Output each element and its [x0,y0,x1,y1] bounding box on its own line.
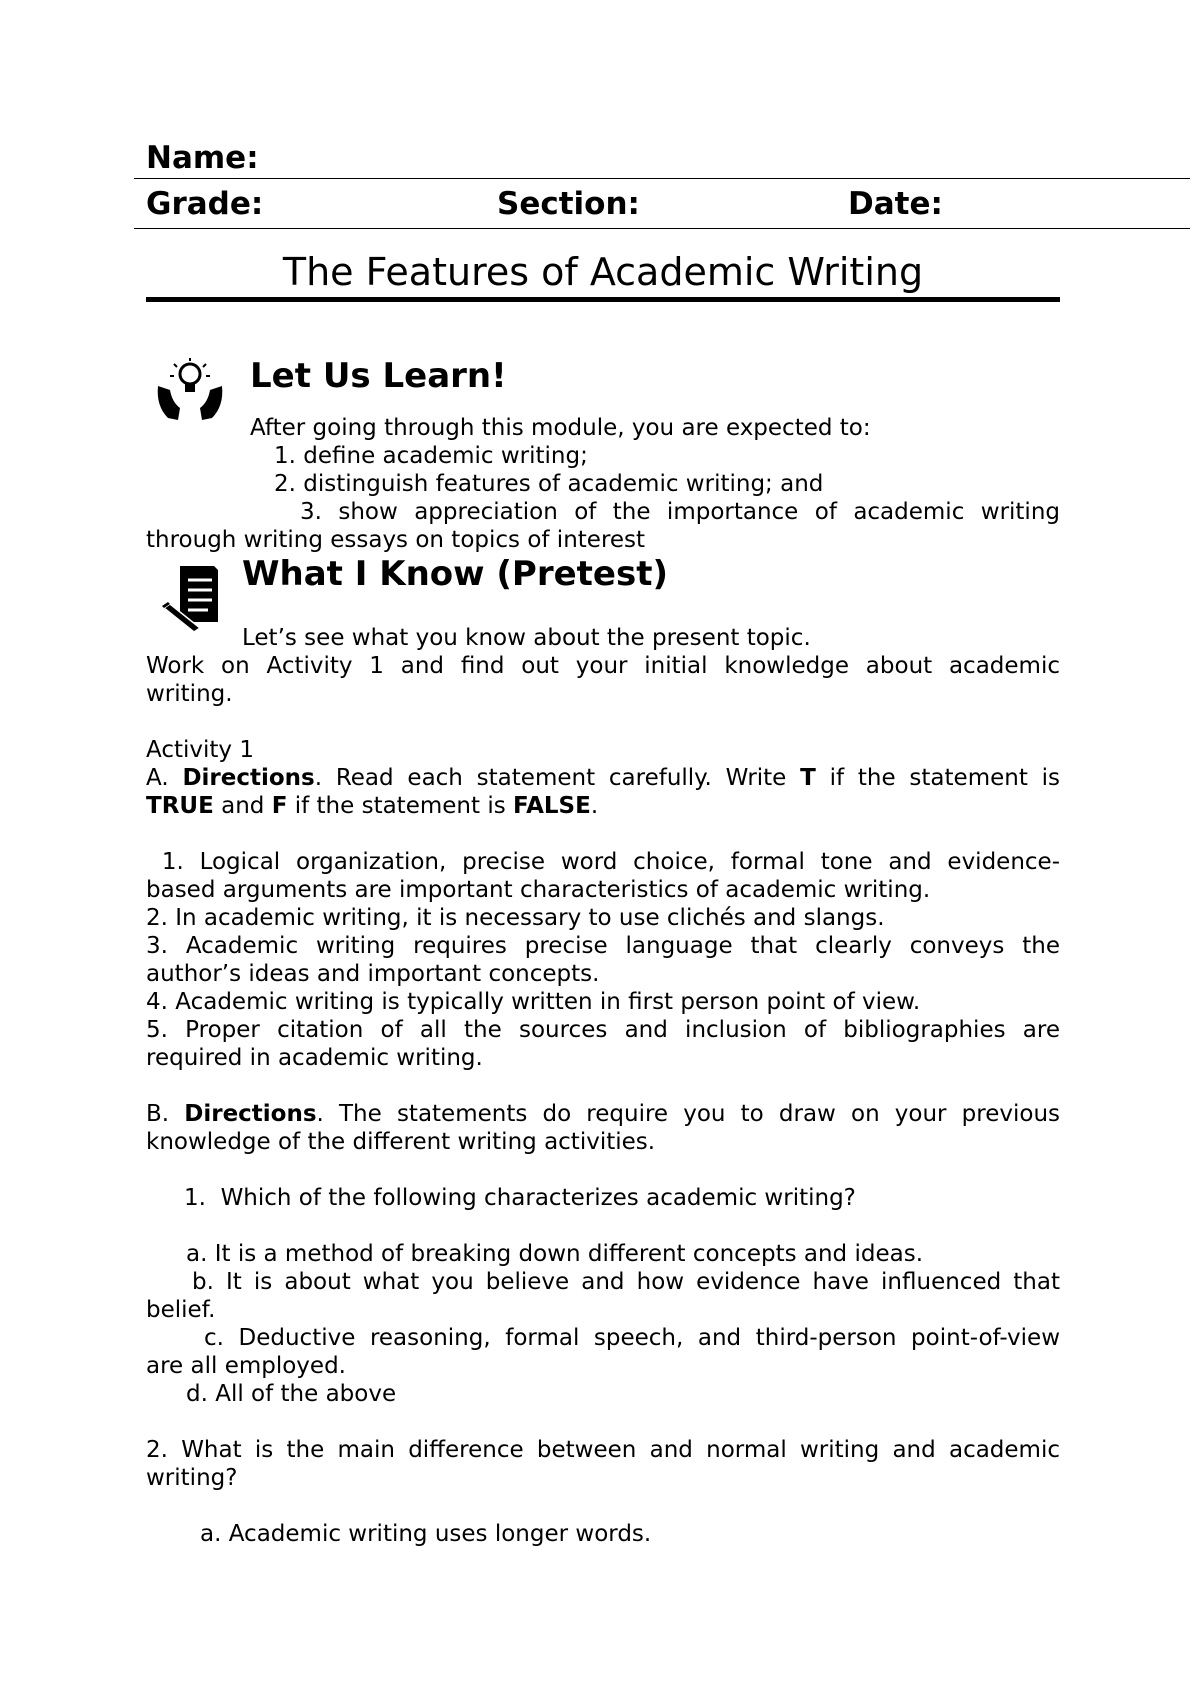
objective-3-cont: through writing essays on topics of interest [146,527,646,553]
learn-intro: After going through this module, you are expected to: [250,415,871,441]
question-2-line2: writing? [146,1465,238,1491]
statement-5-line2: required in academic writing. [146,1045,483,1071]
q1-choice-d: d. All of the above [186,1381,397,1407]
date-label: Date: [848,186,943,222]
know-heading: What I Know (Pretest) [242,554,669,594]
statement-3-line2: author’s ideas and important concepts. [146,961,600,987]
section-label: Section: [497,186,640,222]
name-label: Name: [146,140,259,176]
activity-title: Activity 1 [146,737,254,763]
directions-a-line2: TRUE and F if the statement is FALSE. [146,793,599,819]
grade-underline [134,228,1190,229]
know-work-line2: writing. [146,681,233,707]
document-pen-icon [160,564,222,634]
directions-a-line1: A. Directions. Read each statement carefully. Write T if the statement is [146,765,1061,791]
statement-1-line1: 1. Logical organization, precise word choice, formal tone and evidence- [146,849,1060,875]
q1-choice-b-line1: b. It is about what you believe and how evidence have influenced that [192,1269,1060,1295]
statement-4: 4. Academic writing is typically written in first person point of view. [146,989,921,1015]
know-work-line1: Work on Activity 1 and find out your initial knowledge about academic [146,653,1060,679]
learn-heading: Let Us Learn! [250,356,507,396]
q2-choice-a: a. Academic writing uses longer words. [200,1521,652,1547]
page-title: The Features of Academic Writing [282,250,924,294]
statement-5-line1: 5. Proper citation of all the sources and inclusion of bibliographies are [146,1017,1060,1043]
q1-choice-b-line2: belief. [146,1297,216,1323]
directions-b-line1: B. Directions. The statements do require you to draw on your previous [146,1101,1061,1127]
question-1: 1. Which of the following characterizes academic writing? [184,1185,856,1211]
statement-2: 2. In academic writing, it is necessary to use clichés and slangs. [146,905,885,931]
directions-b-line2: knowledge of the different writing activities. [146,1129,656,1155]
objective-1: 1. define academic writing; [274,443,588,469]
lightbulb-hands-icon [154,356,226,426]
question-2-line1: 2. What is the main difference between and normal writing and academic [146,1437,1060,1463]
name-underline [134,178,1190,179]
q1-choice-a: a. It is a method of breaking down different concepts and ideas. [186,1241,923,1267]
q1-choice-c-line2: are all employed. [146,1353,346,1379]
objective-2: 2. distinguish features of academic writing; and [274,471,824,497]
statement-3-line1: 3. Academic writing requires precise language that clearly conveys the [146,933,1060,959]
statement-1-line2: based arguments are important characteristics of academic writing. [146,877,931,903]
title-underline [146,297,1060,302]
objective-3: 3. show appreciation of the importance of academic writing [300,499,1060,525]
q1-choice-c-line1: c. Deductive reasoning, formal speech, and third-person point-of-view [204,1325,1060,1351]
grade-label: Grade: [146,186,264,222]
know-intro: Let’s see what you know about the present topic. [242,625,811,651]
